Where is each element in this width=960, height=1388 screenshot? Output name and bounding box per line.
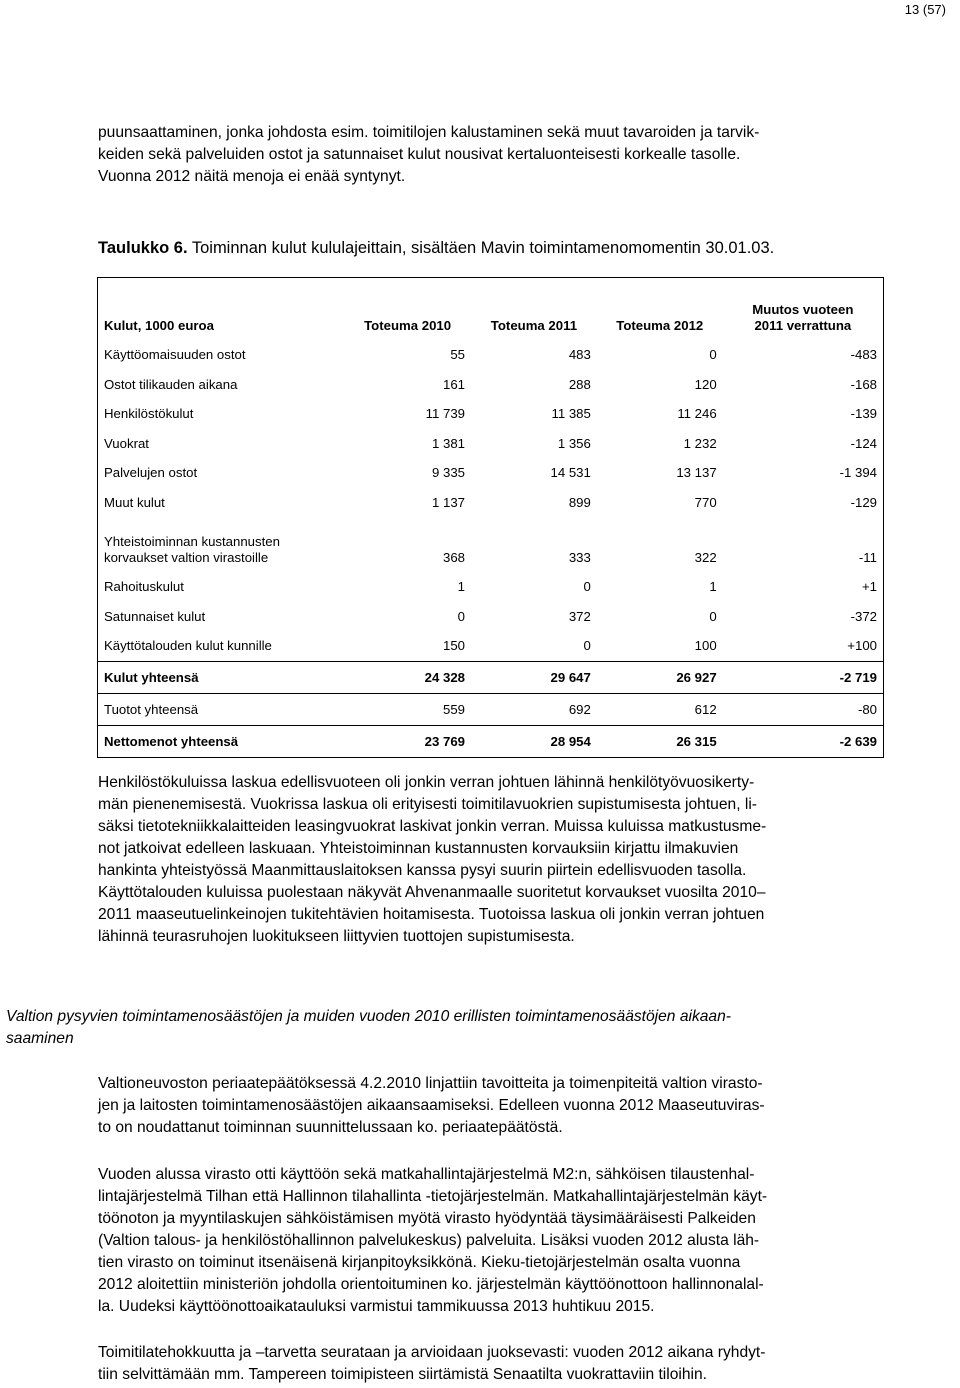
table-row <box>98 631 884 661</box>
cell-2012: 322 <box>694 550 717 565</box>
cell-2010: 368 <box>442 550 465 565</box>
text-line: not jatkoivat edelleen laskuaan. Yhteistoiminnan kustannusten korvauksiin kirjattu ilmakuvien <box>98 840 739 857</box>
text-line: to on noudattanut toiminnan suunnittelussaan ko. periaatepäätöstä. <box>98 1119 563 1136</box>
cell-2011: 288 <box>568 376 591 392</box>
header-change-line1: Muutos vuoteen <box>752 302 854 317</box>
costs-explanation-paragraph <box>98 772 940 948</box>
cell-2012: 26 927 <box>597 661 723 693</box>
cell-change: -168 <box>850 376 877 392</box>
text-line: (Valtion talous- ja henkilöstöhallinnon palvelukeskus) palveluita. Lisäksi vuoden 2012 alusta läh- <box>98 1232 760 1249</box>
text-line: tien virasto on toiminut itsenäisenä kirjanpitoyksikkönä. Kieku-tietojärjestelmän osalta vuonna <box>98 1254 741 1271</box>
table-row <box>98 399 884 429</box>
cell-change: -139 <box>850 406 877 422</box>
table-row <box>98 458 884 488</box>
row-label: Palvelujen ostot <box>104 465 198 481</box>
row-label: Satunnaiset kulut <box>104 608 206 624</box>
text-line: 2012 aloitettiin ministeriön johdolla orientoituminen ko. järjestelmän käyttöönottoon hallinnonalal- <box>98 1276 764 1293</box>
text-line: keiden sekä palveluiden ostot ja satunnaiset kulut nousivat kertaluonteisesti korkealle tasolle. <box>98 146 741 163</box>
row-label: Käyttöomaisuuden ostot <box>104 347 246 363</box>
cell-change: +1 <box>861 579 877 595</box>
table-row <box>98 572 884 602</box>
text-line: hankinta yhteistyössä Maanmittauslaitoksen kanssa pysyi suurin piirtein edellisvuoden tasolla. <box>98 862 747 879</box>
cell-2012: 120 <box>694 376 717 392</box>
table-row <box>98 488 884 518</box>
header-change <box>723 278 884 341</box>
cell-change: +100 <box>847 638 877 654</box>
text-line: säksi tietotekniikkalaitteiden leasingvuokrat laskivat jonkin verran. Muissa kuluissa matkustusme- <box>98 818 767 835</box>
cell-change: -2 719 <box>723 661 884 693</box>
row-label-line1: Yhteistoiminnan kustannusten <box>104 534 280 549</box>
cell-2010: 23 769 <box>344 725 471 757</box>
cell-2012: 0 <box>709 608 717 624</box>
cell-2010: 0 <box>457 608 465 624</box>
cell-change: -372 <box>850 608 877 624</box>
cell-2011: 14 531 <box>550 465 591 481</box>
row-label: Nettomenot yhteensä <box>98 725 345 757</box>
cell-change: -483 <box>850 347 877 363</box>
text-line: lähinnä teurasruhojen luokitukseen liittyvien tuottojen supistumisesta. <box>98 928 575 945</box>
cell-2012: 26 315 <box>597 725 723 757</box>
row-label: Rahoituskulut <box>104 579 184 595</box>
table-row <box>98 517 884 572</box>
header-change-line2: 2011 verrattuna <box>754 318 852 333</box>
text-line: Vuonna 2012 näitä menoja ei enää syntynyt. <box>98 168 406 185</box>
row-label: Tuotot yhteensä <box>98 693 345 725</box>
costs-table <box>97 277 884 758</box>
row-label: Muut kulut <box>104 494 165 510</box>
cell-2012: 1 232 <box>683 435 717 451</box>
cell-2010: 1 <box>457 579 465 595</box>
table-caption-label: Taulukko 6. <box>98 239 188 257</box>
text-line: Vuoden alussa virasto otti käyttöön sekä matkahallintajärjestelmä M2:n, sähköisen tilaustenhal- <box>98 1166 755 1183</box>
cell-2012: 11 246 <box>677 406 717 422</box>
text-line: Valtioneuvoston periaatepäätöksessä 4.2.2010 linjattiin tavoitteita ja toimenpiteitä valtion virasto- <box>98 1075 763 1092</box>
cell-2012: 612 <box>597 693 723 725</box>
header-2011: Toteuma 2011 <box>490 318 578 333</box>
header-category: Kulut, 1000 euroa <box>104 318 214 333</box>
text-line: lintajärjestelmä Tilhan että Hallinnon tilahallinta -tietojärjestelmän. Matkahallintajärjestelmän käyt- <box>98 1188 768 1205</box>
cell-2011: 1 356 <box>557 435 591 451</box>
text-line: Käyttötalouden kuluissa puolestaan näkyvät Ahvenanmaalle suoritetut korvaukset vuosilta 2010– <box>98 884 766 901</box>
cell-2011: 29 647 <box>471 661 597 693</box>
cell-2012: 1 <box>709 579 717 595</box>
text-line: la. Uudeksi käyttöönottoaikatauluksi varmistui tammikuussa 2013 huhtikuu 2015. <box>98 1298 655 1315</box>
cell-2011: 372 <box>568 608 591 624</box>
text-line: töönoton ja myyntilaskujen sähköistämisen myötä virasto hyödyntää täysimääräisesti Palkeiden <box>98 1210 756 1227</box>
table-row <box>98 370 884 400</box>
row-label <box>98 517 345 572</box>
text-line: Henkilöstökuluissa laskua edellisvuoteen oli jonkin verran johtuen lähinnä henkilötyövuosikerty- <box>98 774 755 791</box>
cell-change: -2 639 <box>723 725 884 757</box>
cell-2010: 1 137 <box>431 494 465 510</box>
cell-change: -80 <box>723 693 884 725</box>
cell-2010: 1 381 <box>431 435 465 451</box>
cell-2011: 28 954 <box>471 725 597 757</box>
cell-2010: 55 <box>450 347 465 363</box>
cell-2011: 899 <box>568 494 591 510</box>
cell-change: -129 <box>850 494 877 510</box>
row-label: Kulut yhteensä <box>98 661 345 693</box>
text-line: tiin selvittämään mm. Tampereen toimipisteen siirtämistä Senaatilta vuokrattaviin tiloihin. <box>98 1366 708 1383</box>
cell-2011: 0 <box>583 638 591 654</box>
intro-paragraph <box>98 122 940 188</box>
text-line: saaminen <box>6 1030 74 1047</box>
cell-2010: 24 328 <box>344 661 471 693</box>
cell-2010: 150 <box>442 638 465 654</box>
cell-2012: 770 <box>694 494 717 510</box>
page-number: 13 (57) <box>904 2 946 17</box>
cell-2010: 9 335 <box>431 465 465 481</box>
cell-2010: 559 <box>344 693 471 725</box>
systems-paragraph <box>98 1164 940 1318</box>
row-label-line2: korvaukset valtion virastoille <box>104 550 269 565</box>
table-row <box>98 340 884 370</box>
row-label: Henkilöstökulut <box>104 406 194 422</box>
section-heading <box>6 1006 936 1050</box>
decision-paragraph <box>98 1073 940 1139</box>
text-line: jen ja laitosten toimintamenosäästöjen aikaansaamiseksi. Edelleen vuonna 2012 Maaseutuviras- <box>98 1097 765 1114</box>
table-caption-text: Toiminnan kulut kululajeittain, sisältäen Mavin toimintamenomomentin 30.01.03. <box>187 239 775 257</box>
cell-2011: 333 <box>568 550 591 565</box>
cell-2011: 483 <box>568 347 591 363</box>
income-row <box>98 693 884 725</box>
cell-change: -124 <box>850 435 877 451</box>
cell-change: -1 394 <box>839 465 877 481</box>
cell-change: -11 <box>858 550 877 565</box>
total-row <box>98 661 884 693</box>
cell-2011: 0 <box>583 579 591 595</box>
table-row <box>98 602 884 632</box>
table-caption <box>98 239 774 258</box>
text-line: puunsaattaminen, jonka johdosta esim. toimitilojen kalustaminen sekä muut tavaroiden ja tarvik- <box>98 124 760 141</box>
text-line: Toimitilatehokkuutta ja –tarvetta seurataan ja arvioidaan juoksevasti: vuoden 2012 aikana ryhdyt- <box>98 1344 766 1361</box>
table-row <box>98 429 884 459</box>
row-label: Käyttötalouden kulut kunnille <box>104 638 272 654</box>
cell-2012: 100 <box>694 638 717 654</box>
row-label: Ostot tilikauden aikana <box>104 376 238 392</box>
cell-2010: 161 <box>442 376 465 392</box>
cell-2012: 0 <box>709 347 717 363</box>
text-line: Valtion pysyvien toimintamenosäästöjen ja muiden vuoden 2010 erillisten toimintamenosäästöjen aikaan- <box>6 1008 731 1025</box>
cell-2011: 692 <box>471 693 597 725</box>
cell-2011: 11 385 <box>551 406 591 422</box>
cell-2012: 13 137 <box>676 465 717 481</box>
facilities-paragraph <box>98 1342 940 1386</box>
table-header-row <box>98 278 884 341</box>
cell-2010: 11 739 <box>425 406 465 422</box>
header-2012: Toteuma 2012 <box>616 318 704 333</box>
net-row <box>98 725 884 757</box>
text-line: 2011 maaseutuelinkeinojen tukitehtävien hoitamisesta. Tuotoissa laskua oli jonkin verran johtuen <box>98 906 765 923</box>
row-label: Vuokrat <box>104 435 149 451</box>
header-2010: Toteuma 2010 <box>364 318 452 333</box>
text-line: män pienenemisestä. Vuokrissa laskua oli erityisesti toimitilavuokrien supistumisesta johtuen, li- <box>98 796 757 813</box>
